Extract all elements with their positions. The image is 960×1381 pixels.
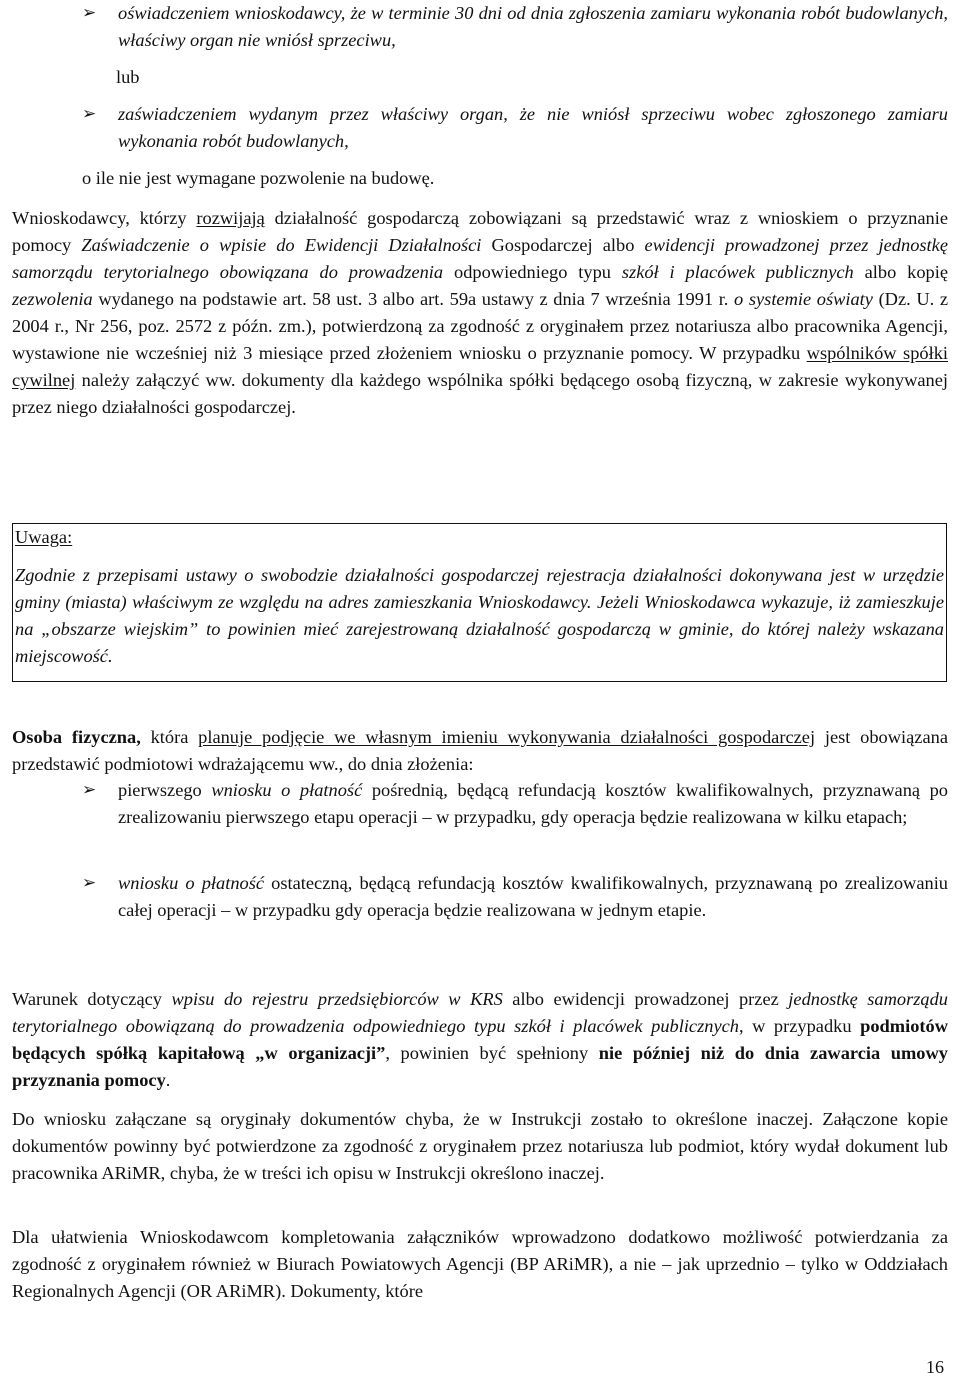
arrow-bullet-icon: ➢ [82,3,97,23]
bullet-item: ➢ oświadczeniem wnioskodawcy, że w terminie 30 dni od dnia zgłoszenia zamiaru wykonania robót budowlanych, właściwy organ nie wniósł sprzeciwu, [12,0,948,54]
uwaga-box [12,523,947,682]
arrow-bullet-icon: ➢ [82,873,97,893]
arrow-bullet-icon: ➢ [82,104,97,124]
paragraph-wnioskodawcy: Wnioskodawcy, którzy rozwijają działalność gospodarczą zobowiązani są przedstawić wraz z wnioskiem o przyznanie pomocy Zaświadczenie o wpisie do Ewidencji Działalności Gospodarczej albo ewidencji prowadzonej przez jednostkę samorządu terytorialnego obowiązana do prowadzenia odpowiedniego typu szkół i placówek publicznych albo kopię zezwolenia wydanego na podstawie art. 58 ust. 3 albo art. 59a ustawy z dnia 7 września 1991 r. o systemie oświaty (Dz. U. z 2004 r., Nr 256, poz. 2572 z późn. zm.), potwierdzoną za zgodność z oryginałem przez notariusza albo pracownika Agencji, wystawione nie wcześniej niż 3 miesiące przed złożeniem wniosku o przyznanie pomocy. W przypadku wspólników spółki cywilnej należy załączyć ww. dokumenty dla każdego wspólnika spółki będącego osobą fizyczną, w zakresie wykonywanej przez niego działalności gospodarczej. [12,208,949,417]
page-number: 16 [926,1357,944,1377]
lub-text: lub [116,67,140,87]
bullet-item: ➢ wniosku o płatność ostateczną, będącą refundacją kosztów kwalifikowalnych, przyznawaną po zrealizowaniu całej operacji – w przypadku gdy operacja będzie realizowana w jednym etapie. [12,870,948,924]
uwaga-title: Uwaga: [15,527,73,547]
bullet-item: ➢ zaświadczeniem wydanym przez właściwy organ, że nie wniósł sprzeciwu wobec zgłoszonego zamiaru wykonania robót budowlanych, [12,101,948,155]
uwaga-text: Zgodnie z przepisami ustawy o swobodzie działalności gospodarczej rejestracja działalności dokonywana jest w urzędzie gminy (miasta) właściwym ze względu na adres zamieszkania Wnioskodawcy. Jeżeli Wnioskodawca wykazuje, iż zamieszkuje na „obszarze wiejskim” to powinien mieć zarejestrowaną działalność gospodarczą w gminie, do której należy wskazana miejscowość. [15,565,944,666]
paragraph-oryginaly: Do wniosku załączane są oryginały dokumentów chyba, że w Instrukcji zostało to określone inaczej. Załączone kopie dokumentów powinny być potwierdzone za zgodność z oryginałem przez notariusza lub podmiot, który wydał dokument lub pracownika ARiMR, chyba, że w treści ich opisu w Instrukcji określono inaczej. [12,1109,948,1183]
pozwolenie-line: o ile nie jest wymagane pozwolenie na budowę. [82,168,435,188]
paragraph-osoba-fizyczna: Osoba fizyczna, która planuje podjęcie we własnym imieniu wykonywania działalności gospodarczej jest obowiązana przedstawić podmiotowi wdrażającemu ww., do dnia złożenia: [12,727,948,774]
paragraph-warunek: Warunek dotyczący wpisu do rejestru przedsiębiorców w KRS albo ewidencji prowadzonej przez jednostkę samorządu terytorialnego obowiązaną do prowadzenia odpowiedniego typu szkół i placówek publicznych, w przypadku podmiotów będących spółką kapitałową „w organizacji”, powinien być spełniony nie później niż do dnia zawarcia umowy przyznania pomocy. [12,989,948,1090]
bullet-item: ➢ pierwszego wniosku o płatność pośrednią, będącą refundacją kosztów kwalifikowalnych, przyznawaną po zrealizowaniu pierwszego etapu operacji – w przypadku, gdy operacja będzie realizowana w kilku etapach; [12,777,948,831]
arrow-bullet-icon: ➢ [82,780,97,800]
paragraph-ulatwienie: Dla ułatwienia Wnioskodawcom kompletowania załączników wprowadzono dodatkowo możliwość potwierdzania za zgodność z oryginałem również w Biurach Powiatowych Agencji (BP ARiMR), a nie – jak uprzednio – tylko w Oddziałach Regionalnych Agencji (OR ARiMR). Dokumenty, które [12,1227,948,1301]
